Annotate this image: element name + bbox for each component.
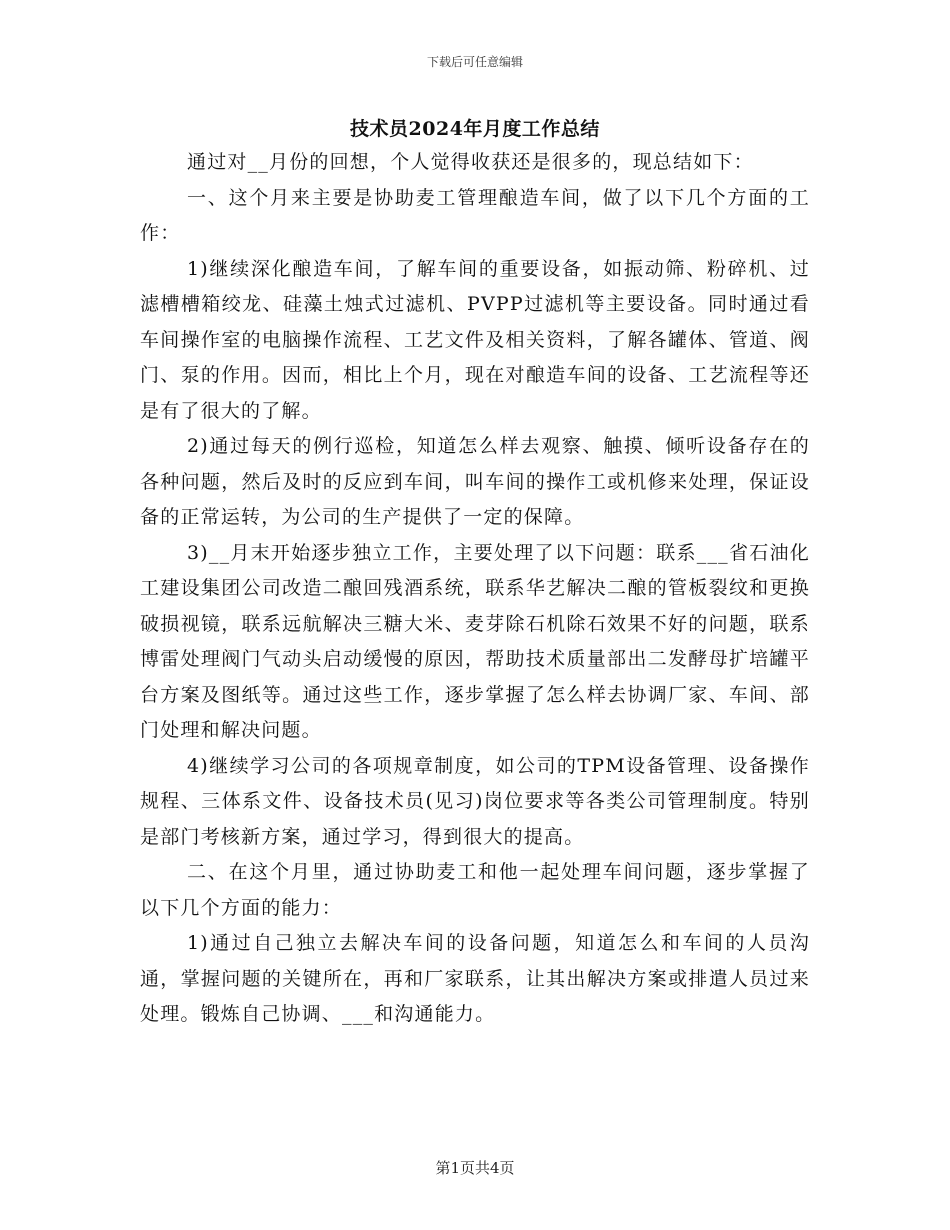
document-title: 技术员2024年月度工作总结 (350, 118, 600, 140)
paragraph-item-4: 4)继续学习公司的各项规章制度，如公司的TPM设备管理、设备操作规程、三体系文件、设备技术员(见习)岗位要求等各类公司管理制度。特别是部门考核新方案，通过学习，得到很大的提高。 (140, 754, 810, 848)
header-note: 下载后可任意编辑 (426, 55, 523, 69)
paragraph-item-1: 1)继续深化酿造车间，了解车间的重要设备，如振动筛、粉碎机、过滤槽槽箱绞龙、硅藻土烛式过滤机、PVPP过滤机等主要设备。同时通过看车间操作室的电脑操作流程、工艺文件及相关资料，了解各罐体、管道、阀门、泵的作用。因而，相比上个月，现在对酿造车间的设备、工艺流程等还是有了很大的了解。 (140, 257, 810, 422)
paragraph-item-3: 3)__月末开始逐步独立工作，主要处理了以下问题：联系___省石油化工建设集团公司改造二酿回残酒系统，联系华艺解决二酿的管板裂纹和更换破损视镜，联系远航解决三糖大米、麦芽除石机除石效果不好的问题，联系博雷处理阀门气动头启动缓慢的原因，帮助技术质量部出二发酵母扩培罐平台方案及图纸等。通过这些工作，逐步掌握了怎么样去协调厂家、车间、部门处理和解决问题。 (140, 541, 810, 741)
paragraph-section-1-heading: 一、这个月来主要是协助麦工管理酿造车间，做了以下几个方面的工作： (140, 186, 810, 244)
paragraph-section-2-heading: 二、在这个月里，通过协助麦工和他一起处理车间问题，逐步掌握了以下几个方面的能力： (140, 861, 810, 919)
paragraph-intro: 通过对__月份的回想，个人觉得收获还是很多的，现总结如下： (187, 151, 754, 173)
document-body (140, 145, 810, 1033)
page-number: 第1页共4页 (435, 1159, 515, 1177)
paragraph-item-2: 2)通过每天的例行巡检，知道怎么样去观察、触摸、倾听设备存在的各种问题，然后及时的反应到车间，叫车间的操作工或机修来处理，保证设备的正常运转，为公司的生产提供了一定的保障。 (140, 435, 810, 528)
paragraph-section-2-item-1: 1)通过自己独立去解决车间的设备问题，知道怎么和车间的人员沟通，掌握问题的关键所在，再和厂家联系，让其出解决方案或排遣人员过来处理。锻炼自己协调、___和沟通能力。 (140, 932, 810, 1025)
